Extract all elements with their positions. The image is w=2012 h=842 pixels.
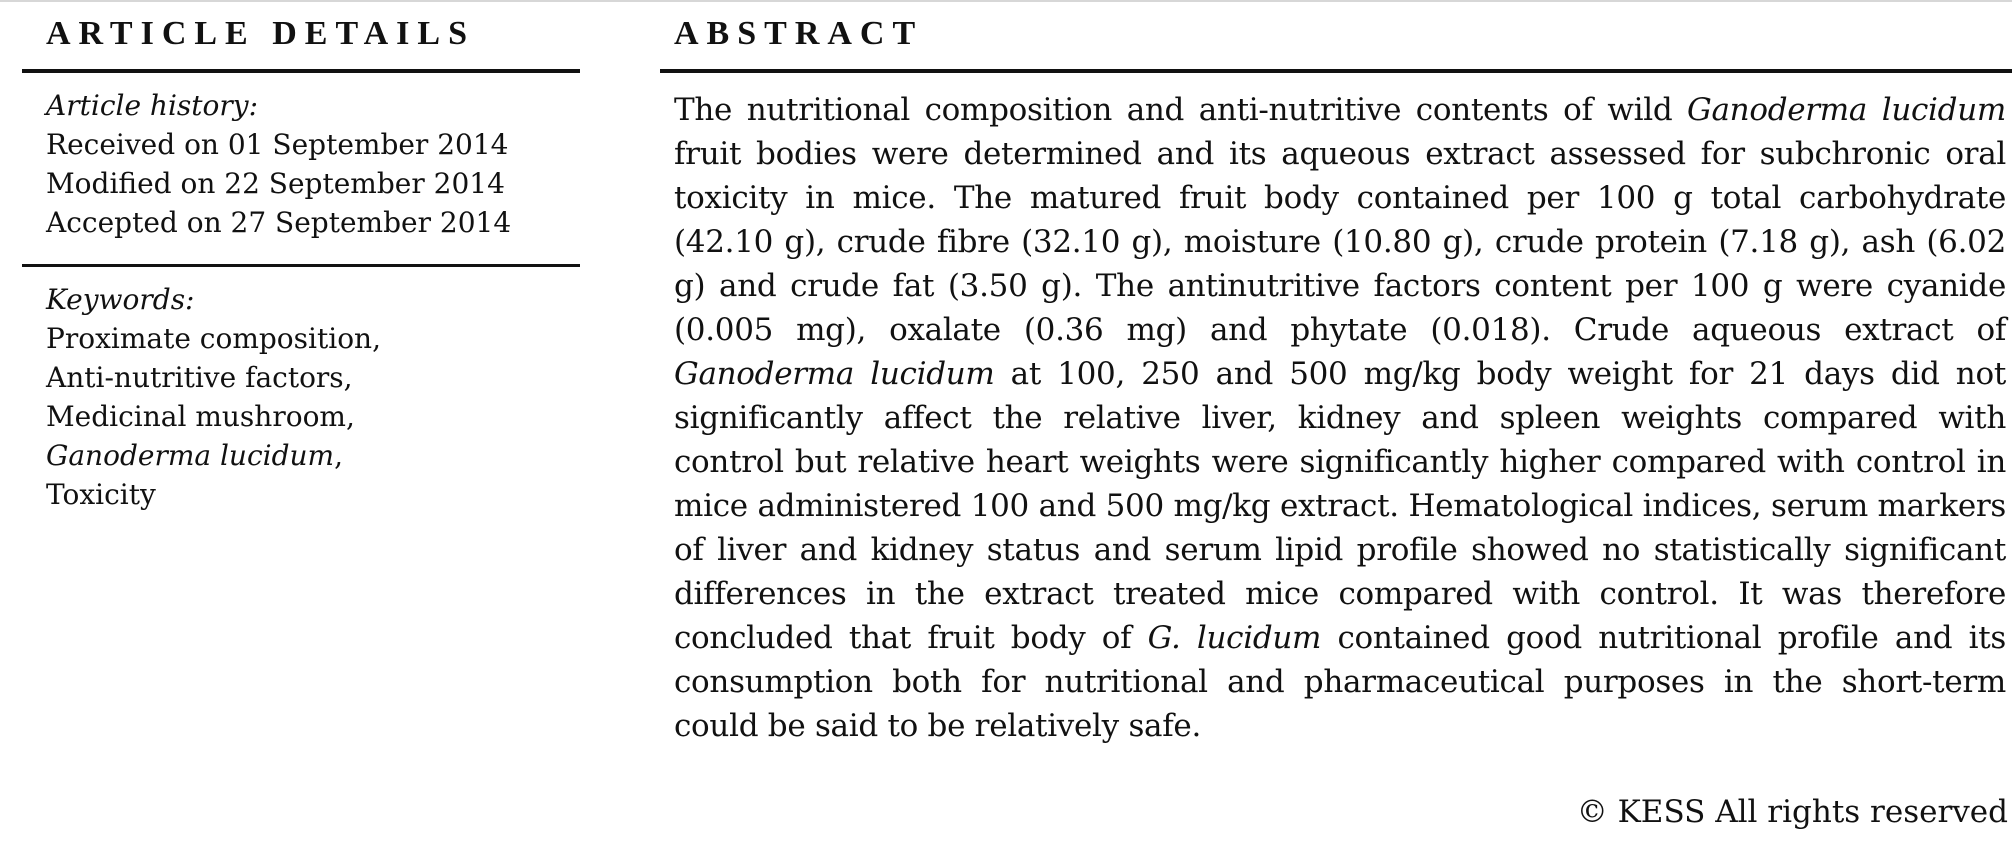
article-history bbox=[46, 86, 511, 242]
keywords-label: Keywords: bbox=[46, 283, 195, 316]
abstract-heading: ABSTRACT bbox=[674, 15, 924, 52]
keyword-species: Ganoderma lucidum bbox=[46, 439, 335, 472]
keyword-item: Medicinal mushroom, bbox=[46, 400, 355, 433]
article-details-heading: ARTICLE DETAILS bbox=[46, 15, 475, 52]
keyword-item bbox=[46, 436, 381, 475]
abstract-heading-rule bbox=[660, 69, 2012, 73]
species-name-abbrev: G. lucidum bbox=[1147, 620, 1322, 656]
top-rule bbox=[0, 0, 2012, 2]
keyword-item: Toxicity bbox=[46, 478, 156, 511]
received-date: Received on 01 September 2014 bbox=[46, 128, 509, 161]
keywords bbox=[46, 280, 381, 514]
article-details-divider bbox=[22, 264, 580, 267]
abstract-text bbox=[674, 88, 2006, 748]
keyword-item: Anti-nutritive factors, bbox=[46, 361, 353, 394]
modified-date: Modified on 22 September 2014 bbox=[46, 167, 505, 200]
abstract-text-part-3: at 100, 250 and 500 mg/kg body weight for 21 days did not significantly affect the relative liver, kidney and spleen weights compared with control but relative heart weights were significantly higher compared with control in mice administered 100 and 500 mg/kg extract. Hematological indices, serum markers of liver and kidney status and serum lipid profile showed no statistically significant differences in the extract treated mice compared with control. It was therefore concluded that fruit body of bbox=[674, 356, 2006, 656]
article-details-heading-rule bbox=[22, 69, 580, 73]
abstract-text-part-2: fruit bodies were determined and its aqueous extract assessed for subchronic oral toxicity in mice. The matured fruit body contained per 100 g total carbohydrate (42.10 g), crude fibre (32.10 g), moisture (10.80 g), crude protein (7.18 g), ash (6.02 g) and crude fat (3.50 g). The antinutritive factors content per 100 g were cyanide (0.005 mg), oxalate (0.36 mg) and phytate (0.018). Crude aqueous extract of bbox=[674, 136, 2006, 348]
copyright-notice: © KESS All rights reserved bbox=[1576, 794, 2008, 830]
species-name: Ganoderma lucidum bbox=[1687, 92, 2006, 128]
abstract-text-part-1: The nutritional composition and anti-nutritive contents of wild bbox=[674, 92, 1688, 128]
abstract-text-part-4: contained good nutritional profile and its consumption both for nutritional and pharmaceutical purposes in the short-term could be said to be relatively safe. bbox=[674, 620, 2007, 744]
article-history-label: Article history: bbox=[46, 89, 259, 122]
species-name: Ganoderma lucidum bbox=[674, 356, 995, 392]
accepted-date: Accepted on 27 September 2014 bbox=[46, 206, 512, 239]
keyword-item: Proximate composition, bbox=[46, 322, 381, 355]
keyword-separator: , bbox=[334, 439, 344, 472]
